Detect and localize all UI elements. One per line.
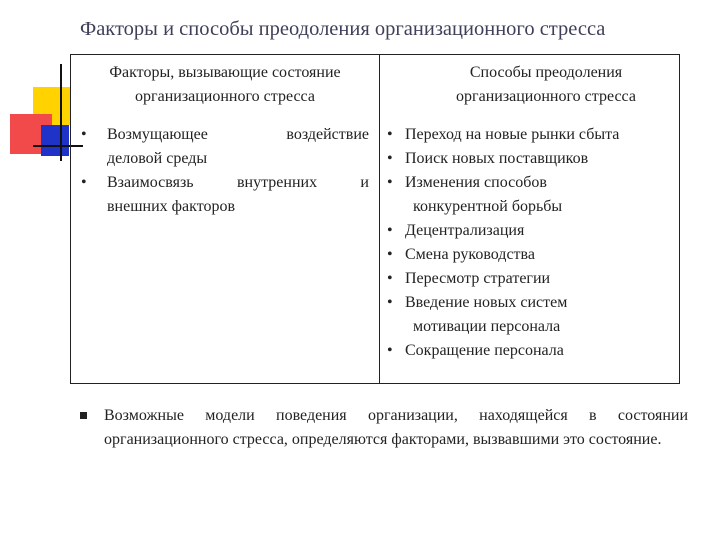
bullet: •: [387, 174, 393, 191]
methods-list: [387, 123, 677, 363]
method-text: Поиск новых поставщиков: [405, 150, 589, 167]
methods-column-header: [426, 61, 666, 109]
list-item: [387, 123, 677, 147]
list-item: [387, 339, 677, 363]
bullet: •: [387, 246, 393, 263]
list-item: [387, 267, 677, 291]
method-text-cont: конкурентной борьбы: [413, 198, 563, 215]
factors-column-header: [71, 61, 379, 109]
method-text: Пересмотр стратегии: [405, 270, 551, 287]
factor-text: Возмущающее воздействие: [107, 126, 369, 143]
conclusion-text: Возможные модели поведения организации, находящейся в состоянии организационного стресса, определяются факторами, вызвавшими это состояние.: [104, 407, 688, 448]
list-item: [81, 171, 369, 219]
bullet: •: [81, 126, 87, 143]
list-item: [387, 291, 677, 339]
method-text: Децентрализация: [405, 222, 525, 239]
list-item: [387, 243, 677, 267]
bullet: •: [81, 174, 87, 191]
factor-text: Взаимосвязь внутренних и: [107, 174, 369, 191]
table-column-divider: [379, 55, 380, 383]
square-bullet-icon: [80, 412, 87, 419]
list-item: [387, 147, 677, 171]
factors-list: [81, 123, 369, 219]
list-item: [387, 219, 677, 243]
method-text: Смена руководства: [405, 246, 535, 263]
factors-header-line1: Факторы, вызывающие состояние: [109, 64, 341, 81]
list-item: [81, 123, 369, 171]
decor-blue-square: [41, 125, 69, 156]
list-item: [387, 171, 677, 219]
factors-methods-table: [70, 54, 680, 384]
bullet: •: [387, 150, 393, 167]
methods-header-line1: Способы преодоления: [469, 64, 623, 81]
bullet: •: [387, 294, 393, 311]
factors-header-line2: организационного стресса: [135, 88, 315, 105]
bullet: •: [387, 126, 393, 143]
method-text: Введение новых систем: [405, 294, 568, 311]
bullet: •: [387, 342, 393, 359]
method-text: Переход на новые рынки сбыта: [405, 126, 620, 143]
method-text-cont: мотивации персонала: [413, 318, 561, 335]
bullet: •: [387, 222, 393, 239]
methods-header-line2: организационного стресса: [456, 88, 636, 105]
method-text: Сокращение персонала: [405, 342, 564, 359]
method-text: Изменения способов: [405, 174, 547, 191]
bullet: •: [387, 270, 393, 287]
slide-title: Факторы и способы преодоления организационного стресса: [80, 18, 606, 40]
factor-text-cont: внешних факторов: [107, 198, 236, 215]
factor-text-cont: деловой среды: [107, 150, 208, 167]
